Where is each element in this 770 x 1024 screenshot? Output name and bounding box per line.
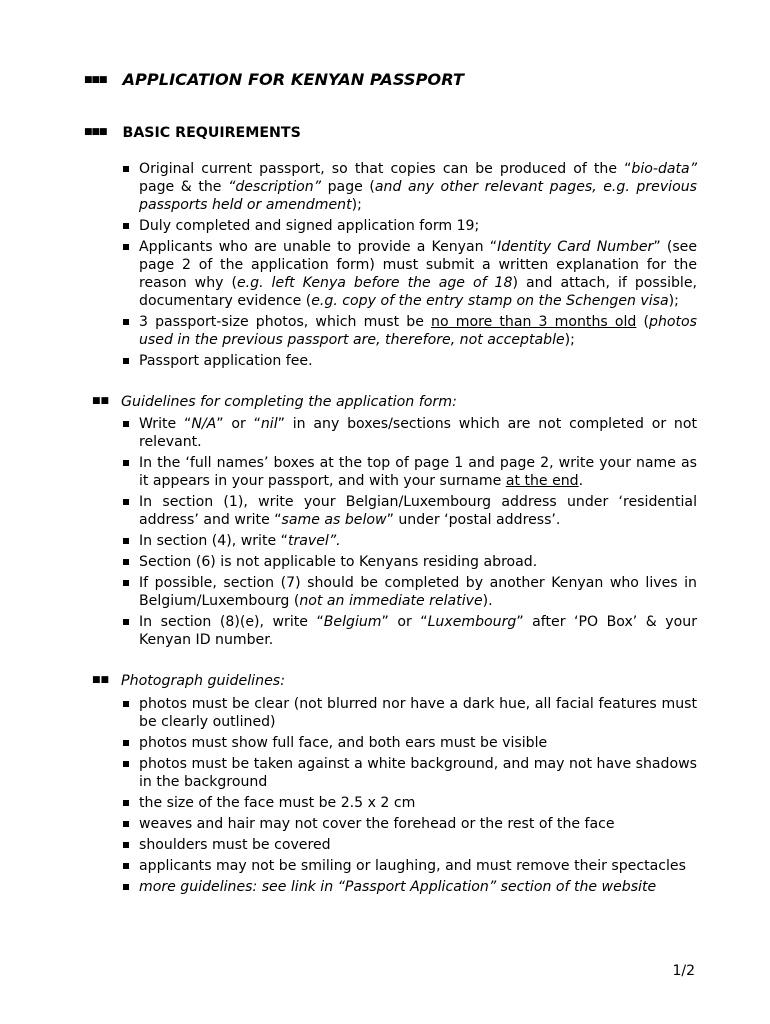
list-item: In section (8)(e), write “Belgium” or “Luxembourg” after ‘PO Box’ & your Kenyan ID number. xyxy=(120,613,697,649)
basic-heading-text: BASIC REQUIREMENTS xyxy=(122,125,301,141)
list-item: photos must be clear (not blurred nor have a dark hue, all facial features must be clearly outlined) xyxy=(120,695,697,731)
list-item: applicants may not be smiling or laughing, and must remove their spectacles xyxy=(120,857,697,875)
title-marker: ■■■ xyxy=(84,74,107,85)
list-item: shoulders must be covered xyxy=(120,836,697,854)
list-item: Section (6) is not applicable to Kenyans residing abroad. xyxy=(120,553,697,571)
basic-requirements-list xyxy=(120,160,697,373)
list-item: In the ‘full names’ boxes at the top of page 1 and page 2, write your name as it appears in your passport, and with your surname at the end. xyxy=(120,454,697,490)
title-text: APPLICATION FOR KENYAN PASSPORT xyxy=(122,70,464,89)
list-item: photos must show full face, and both ears must be visible xyxy=(120,734,697,752)
list-item: photos must be taken against a white background, and may not have shadows in the background xyxy=(120,755,697,791)
list-item: the size of the face must be 2.5 x 2 cm xyxy=(120,794,697,812)
form-guidelines-list xyxy=(120,415,697,652)
list-item: Original current passport, so that copies can be produced of the “bio-data” page & the “description” page (and any other relevant pages, e.g. previous passports held or amendment); xyxy=(120,160,697,214)
list-item: Duly completed and signed application form 19; xyxy=(120,217,697,235)
list-item: In section (4), write “travel”. xyxy=(120,532,697,550)
basic-requirements-heading xyxy=(84,125,301,141)
list-item: Write “N/A” or “nil” in any boxes/sections which are not completed or not relevant. xyxy=(120,415,697,451)
photograph-guidelines-heading xyxy=(92,673,285,689)
photograph-guidelines-list xyxy=(120,695,697,899)
form-guidelines-heading xyxy=(92,394,457,410)
list-item: If possible, section (7) should be completed by another Kenyan who lives in Belgium/Luxembourg (not an immediate relative). xyxy=(120,574,697,610)
page-title xyxy=(84,69,464,92)
page-number: 1/2 xyxy=(672,963,695,979)
list-item: Applicants who are unable to provide a Kenyan “Identity Card Number” (see page 2 of the application form) must submit a written explanation for the reason why (e.g. left Kenya before the age of 18) and attach, if possible, documentary evidence (e.g. copy of the entry stamp on the Schengen visa); xyxy=(120,238,697,310)
photo-heading-text: Photograph guidelines: xyxy=(121,673,285,689)
list-item: more guidelines: see link in “Passport Application” section of the website xyxy=(120,878,697,896)
guidelines-heading-text: Guidelines for completing the application form: xyxy=(121,394,457,410)
list-item: weaves and hair may not cover the forehead or the rest of the face xyxy=(120,815,697,833)
list-item: In section (1), write your Belgian/Luxembourg address under ‘residential address’ and write “same as below” under ‘postal address’. xyxy=(120,493,697,529)
guidelines-marker: ■■ xyxy=(92,396,110,406)
list-item: 3 passport-size photos, which must be no more than 3 months old (photos used in the previous passport are, therefore, not acceptable); xyxy=(120,313,697,349)
photo-marker: ■■ xyxy=(92,675,110,685)
basic-marker: ■■■ xyxy=(84,127,107,137)
list-item: Passport application fee. xyxy=(120,352,697,370)
